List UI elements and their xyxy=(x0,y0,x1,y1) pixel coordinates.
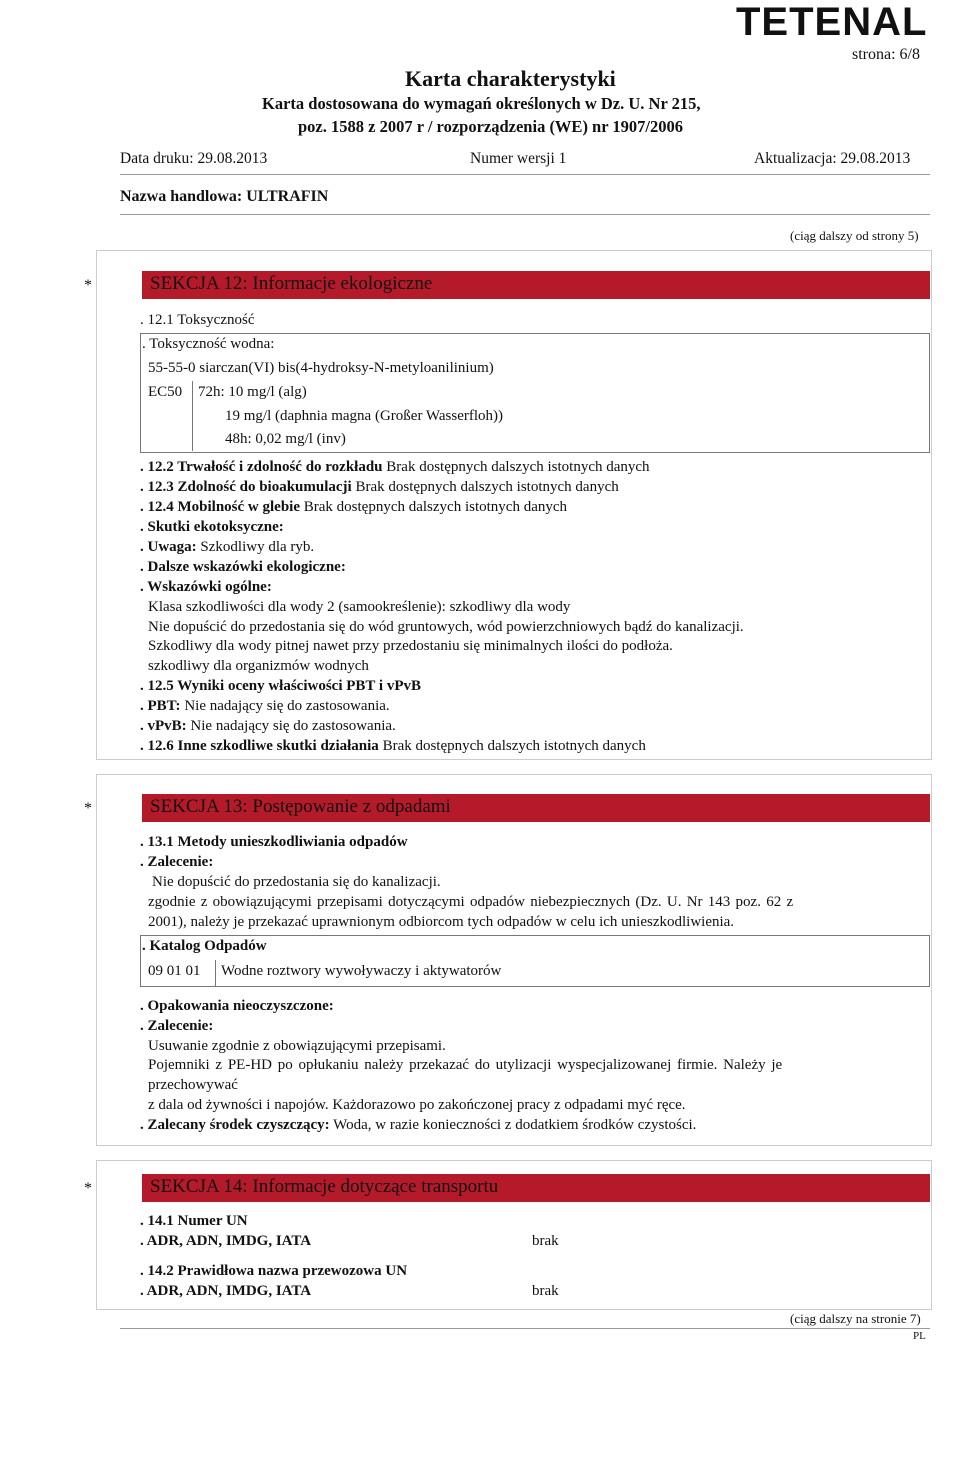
disposal-per-regulations: Usuwanie zgodnie z obowiązującymi przepisami. xyxy=(148,1038,446,1054)
further-ecological-info: . Dalsze wskazówki ekologiczne: xyxy=(140,559,346,575)
waste-code-divider xyxy=(215,960,216,986)
pe-hd-containers-2: przechowywać xyxy=(148,1077,238,1093)
version-number: Numer wersji 1 xyxy=(470,150,567,167)
section-13-marker: * xyxy=(84,800,92,817)
persistence-label: . 12.2 Trwałość i zdolność do rozkładu xyxy=(140,459,383,475)
shipping-name-value: brak xyxy=(532,1283,559,1299)
continued-on: (ciąg dalszy na stronie 7) xyxy=(790,1311,921,1326)
document-subtitle-1: Karta dostosowana do wymagań określonych w Dz. U. Nr 215, xyxy=(262,94,701,113)
print-date: Data druku: 29.08.2013 xyxy=(120,150,268,167)
mobility-row xyxy=(140,499,567,516)
section-14-marker: * xyxy=(84,1180,92,1197)
footer-divider xyxy=(120,1328,930,1329)
aquatic-organisms-warning: szkodliwy dla organizmów wodnych xyxy=(148,658,369,674)
aquatic-toxicity-label: . Toksyczność wodna: xyxy=(142,336,275,352)
vpvb-value: Nie nadający się do zastosowania. xyxy=(186,718,396,734)
vpvb-row xyxy=(140,718,396,735)
bioaccumulation-value: Brak dostępnych dalszych istotnych danych xyxy=(351,479,619,495)
document-subtitle-2: poz. 1588 z 2007 r / rozporządzenia (WE) nr 1907/2006 xyxy=(298,117,683,136)
trade-name-divider xyxy=(120,214,930,215)
persistence-row xyxy=(140,459,650,476)
continued-from: (ciąg dalszy od strony 5) xyxy=(790,228,919,243)
sewer-warning: Nie dopuścić do przedostania się do kanalizacji. xyxy=(152,874,441,890)
other-effects-label: . 12.6 Inne szkodliwe skutki działania xyxy=(140,738,379,754)
section-13-title: SEKCJA 13: Postępowanie z odpadami xyxy=(150,796,451,817)
pbt-value: Nie nadający się do zastosowania. xyxy=(180,698,390,714)
pe-hd-containers-3: z dala od żywności i napojów. Każdorazowo po zakończonej pracy z odpadami myć ręce. xyxy=(148,1097,686,1113)
hazardous-waste-regulation-1: zgodnie z obowiązującymi przepisami dotyczącymi odpadów niebezpiecznych (Dz. U. Nr 143 poz. 62 z xyxy=(148,894,794,910)
substance-name: 55-55-0 siarczan(VI) bis(4-hydroksy-N-metyloanilinium) xyxy=(148,360,494,376)
pe-hd-containers-1: Pojemniki z PE-HD po opłukaniu należy przekazać do utylizacji wyspecjalizowanej firmie. Należy je xyxy=(148,1057,783,1073)
ec50-value-daphnia: 19 mg/l (daphnia magna (Großer Wasserfloh)) xyxy=(225,408,504,424)
pbt-row xyxy=(140,698,390,715)
mobility-label: . 12.4 Mobilność w glebie xyxy=(140,499,300,515)
cleaning-agent-value: Woda, w razie konieczności z dodatkiem środków czystości. xyxy=(329,1117,697,1133)
section-12-marker: * xyxy=(84,277,92,294)
bioaccumulation-row xyxy=(140,479,619,496)
waste-code: 09 01 01 xyxy=(148,963,201,979)
ec50-value-alg: 72h: 10 mg/l (alg) xyxy=(198,384,307,400)
note-value: Szkodliwy dla ryb. xyxy=(196,539,315,555)
cleaning-agent-label: . Zalecany środek czyszczący: xyxy=(140,1117,330,1133)
un-number-heading: . 14.1 Numer UN xyxy=(140,1213,248,1229)
pbt-label: . PBT: xyxy=(140,698,181,714)
groundwater-warning: Nie dopuścić do przedostania się do wód gruntowych, wód powierzchniowych bądź do kanalizacji. xyxy=(148,619,744,635)
uncleaned-packaging-label: . Opakowania nieoczyszczone: xyxy=(140,998,334,1014)
toxicity-heading: . 12.1 Toksyczność xyxy=(140,312,255,328)
note-row xyxy=(140,539,314,556)
packaging-recommendation-label: . Zalecenie: xyxy=(140,1018,214,1034)
ec50-value-inv: 48h: 0,02 mg/l (inv) xyxy=(225,431,346,447)
hazardous-waste-regulation-2: 2001), należy je przekazać uprawnionym odbiorcom tych odpadów w celu ich unieszkodliwienia. xyxy=(148,914,735,930)
cleaning-agent-row xyxy=(140,1117,696,1134)
persistence-value: Brak dostępnych dalszych istotnych danych xyxy=(382,459,650,475)
header-divider xyxy=(120,174,930,175)
document-title: Karta charakterystyki xyxy=(405,66,616,91)
waste-code-description: Wodne roztwory wywoływaczy i aktywatorów xyxy=(221,963,502,979)
pbt-assessment-heading: . 12.5 Wyniki oceny właściwości PBT i vPvB xyxy=(140,678,421,694)
page-number: strona: 6/8 xyxy=(852,46,920,63)
drinking-water-warning: Szkodliwy dla wody pitnej nawet przy przedostaniu się minimalnych ilości do podłoża. xyxy=(148,638,673,654)
ec50-label: EC50 xyxy=(148,384,183,400)
other-effects-row xyxy=(140,738,646,755)
disposal-methods-heading: . 13.1 Metody unieszkodliwiania odpadów xyxy=(140,834,408,850)
bioaccumulation-label: . 12.3 Zdolność do bioakumulacji xyxy=(140,479,352,495)
recommendation-label: . Zalecenie: xyxy=(140,854,214,870)
trade-name: Nazwa handlowa: ULTRAFIN xyxy=(120,188,329,205)
un-number-transport-modes: . ADR, ADN, IMDG, IATA xyxy=(140,1233,312,1249)
water-hazard-class: Klasa szkodliwości dla wody 2 (samookreślenie): szkodliwy dla wody xyxy=(148,599,571,615)
waste-catalog-label: . Katalog Odpadów xyxy=(142,938,267,954)
section-14-title: SEKCJA 14: Informacje dotyczące transportu xyxy=(150,1176,499,1197)
general-notes-label: . Wskazówki ogólne: xyxy=(140,579,272,595)
company-logo: TETENAL xyxy=(736,0,928,44)
shipping-name-heading: . 14.2 Prawidłowa nazwa przewozowa UN xyxy=(140,1263,408,1279)
shipping-name-transport-modes: . ADR, ADN, IMDG, IATA xyxy=(140,1283,312,1299)
note-label: . Uwaga: xyxy=(140,539,197,555)
ecotoxic-effects-label: . Skutki ekotoksyczne: xyxy=(140,519,284,535)
vpvb-label: . vPvB: xyxy=(140,718,187,734)
language-code: PL xyxy=(913,1330,926,1342)
section-12-title: SEKCJA 12: Informacje ekologiczne xyxy=(150,273,433,294)
un-number-value: brak xyxy=(532,1233,559,1249)
other-effects-value: Brak dostępnych dalszych istotnych danych xyxy=(378,738,646,754)
update-date: Aktualizacja: 29.08.2013 xyxy=(754,150,911,167)
mobility-value: Brak dostępnych dalszych istotnych danych xyxy=(300,499,568,515)
ec50-divider xyxy=(192,381,193,451)
